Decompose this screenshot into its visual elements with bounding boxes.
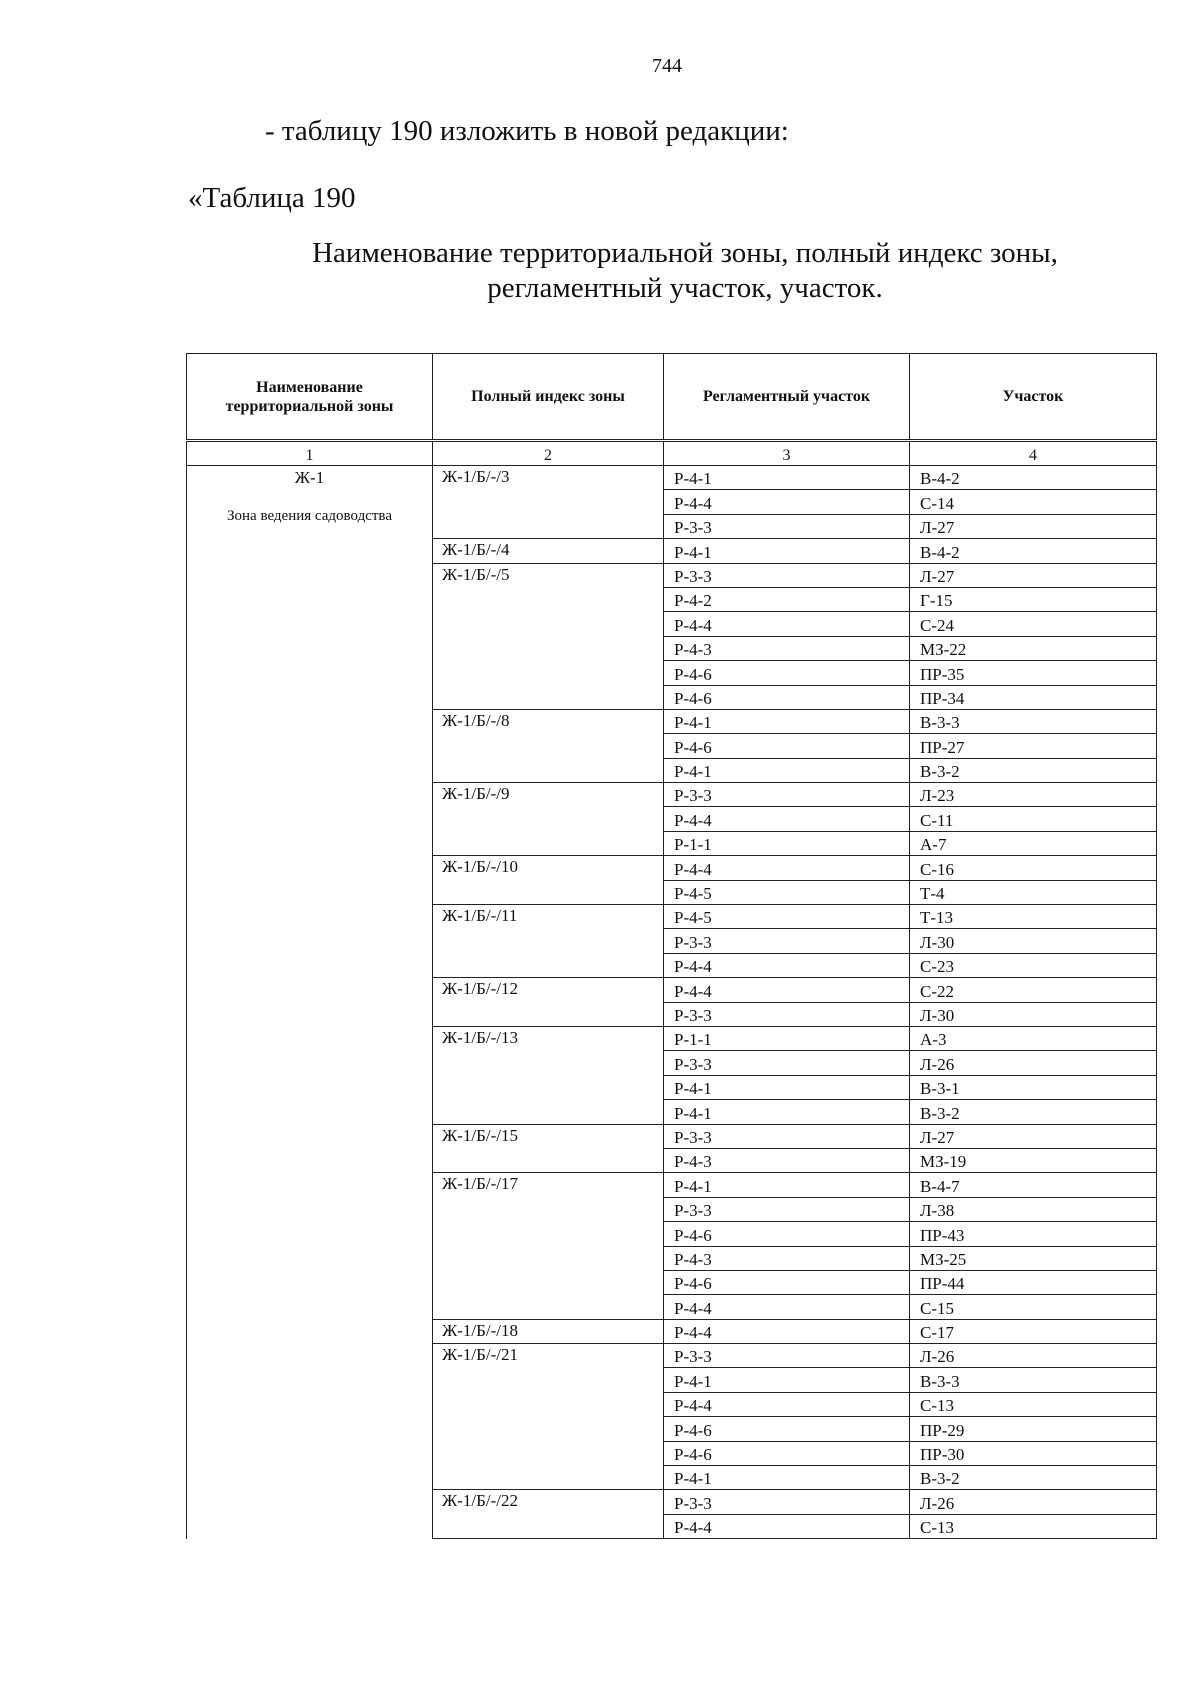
regulation-plot-cell: Р-3-3 — [664, 1124, 910, 1148]
page-number: 744 — [652, 55, 682, 77]
header-row — [187, 354, 1157, 441]
regulation-plot-cell: Р-4-6 — [664, 1270, 910, 1294]
zone-cell — [187, 466, 433, 1539]
header-zone-index: Полный индекс зоны — [433, 354, 664, 441]
zone-index-cell: Ж-1/Б/-/13 — [433, 1026, 664, 1124]
regulation-plot-cell: Р-4-3 — [664, 636, 910, 660]
plot-cell: С-14 — [910, 490, 1157, 514]
plot-cell: А-7 — [910, 831, 1157, 855]
regulation-plot-cell: Р-3-3 — [664, 1002, 910, 1026]
plot-cell: С-13 — [910, 1392, 1157, 1416]
zone-index-cell: Ж-1/Б/-/21 — [433, 1344, 664, 1490]
plot-cell: В-3-2 — [910, 758, 1157, 782]
plot-cell: МЗ-19 — [910, 1148, 1157, 1172]
zone-index-cell: Ж-1/Б/-/17 — [433, 1173, 664, 1319]
column-number: 1 — [187, 441, 433, 466]
plot-cell: С-16 — [910, 856, 1157, 880]
instruction-text: - таблицу 190 изложить в новой редакции: — [265, 115, 789, 147]
zone-index-cell: Ж-1/Б/-/22 — [433, 1490, 664, 1539]
zone-index-cell: Ж-1/Б/-/3 — [433, 466, 664, 539]
regulation-plot-cell: Р-1-1 — [664, 1026, 910, 1050]
plot-cell: ПР-43 — [910, 1222, 1157, 1246]
regulation-plot-cell: Р-3-3 — [664, 783, 910, 807]
regulation-plot-cell: Р-4-2 — [664, 587, 910, 611]
table-caption-line-1: Наименование территориальной зоны, полный индекс зоны, — [312, 237, 1058, 269]
plot-cell: В-4-7 — [910, 1173, 1157, 1197]
header-zone-name: Наименование территориальной зоны — [187, 354, 433, 441]
regulation-plot-cell: Р-4-4 — [664, 612, 910, 636]
plot-cell: Л-26 — [910, 1051, 1157, 1075]
plot-cell: Л-23 — [910, 783, 1157, 807]
plot-cell: ПР-35 — [910, 661, 1157, 685]
table-caption-line-2: регламентный участок, участок. — [487, 272, 883, 304]
plot-cell: Л-27 — [910, 1124, 1157, 1148]
regulation-plot-cell: Р-4-4 — [664, 978, 910, 1002]
regulation-plot-cell: Р-4-1 — [664, 1100, 910, 1124]
plot-cell: В-3-3 — [910, 1368, 1157, 1392]
regulation-plot-cell: Р-3-3 — [664, 563, 910, 587]
regulation-plot-cell: Р-3-3 — [664, 514, 910, 538]
zone-index-cell: Ж-1/Б/-/11 — [433, 905, 664, 978]
plot-cell: В-3-3 — [910, 709, 1157, 733]
plot-cell: С-17 — [910, 1319, 1157, 1343]
regulation-plot-cell: Р-4-4 — [664, 953, 910, 977]
plot-cell: В-4-2 — [910, 539, 1157, 563]
plot-cell: ПР-34 — [910, 685, 1157, 709]
table-row — [187, 466, 1157, 490]
zone-index-cell: Ж-1/Б/-/5 — [433, 563, 664, 709]
table-label: «Таблица 190 — [188, 182, 356, 214]
plot-cell: В-3-2 — [910, 1100, 1157, 1124]
table-body — [187, 466, 1157, 1539]
regulation-plot-cell: Р-4-6 — [664, 685, 910, 709]
regulation-plot-cell: Р-4-4 — [664, 1514, 910, 1538]
regulation-plot-cell: Р-4-4 — [664, 807, 910, 831]
regulation-plot-cell: Р-4-6 — [664, 1417, 910, 1441]
zone-name: Зона ведения садоводства — [227, 508, 392, 524]
header-regulation-plot: Регламентный участок — [664, 354, 910, 441]
plot-cell: А-3 — [910, 1026, 1157, 1050]
plot-cell: В-3-1 — [910, 1075, 1157, 1099]
regulation-plot-cell: Р-3-3 — [664, 929, 910, 953]
plot-cell: С-23 — [910, 953, 1157, 977]
regulation-plot-cell: Р-4-4 — [664, 490, 910, 514]
zone-index-cell: Ж-1/Б/-/18 — [433, 1319, 664, 1343]
plot-cell: С-13 — [910, 1514, 1157, 1538]
regulation-table — [186, 353, 1157, 1539]
regulation-plot-cell: Р-4-1 — [664, 466, 910, 490]
plot-cell: В-3-2 — [910, 1466, 1157, 1490]
zone-index-cell: Ж-1/Б/-/8 — [433, 709, 664, 782]
plot-cell: ПР-27 — [910, 734, 1157, 758]
plot-cell: Г-15 — [910, 587, 1157, 611]
zone-index-cell: Ж-1/Б/-/12 — [433, 978, 664, 1027]
regulation-plot-cell: Р-4-3 — [664, 1246, 910, 1270]
regulation-plot-cell: Р-4-4 — [664, 1295, 910, 1319]
plot-cell: Л-30 — [910, 929, 1157, 953]
zone-index-cell: Ж-1/Б/-/10 — [433, 856, 664, 905]
regulation-plot-cell: Р-4-5 — [664, 905, 910, 929]
regulation-plot-cell: Р-4-1 — [664, 1368, 910, 1392]
plot-cell: Л-27 — [910, 514, 1157, 538]
regulation-plot-cell: Р-4-1 — [664, 709, 910, 733]
regulation-plot-cell: Р-3-3 — [664, 1051, 910, 1075]
regulation-plot-cell: Р-4-5 — [664, 880, 910, 904]
plot-cell: Л-27 — [910, 563, 1157, 587]
regulation-plot-cell: Р-4-1 — [664, 758, 910, 782]
plot-cell: Л-26 — [910, 1344, 1157, 1368]
regulation-plot-cell: Р-4-4 — [664, 856, 910, 880]
plot-cell: С-15 — [910, 1295, 1157, 1319]
zone-index-cell: Ж-1/Б/-/4 — [433, 539, 664, 563]
column-number: 3 — [664, 441, 910, 466]
regulation-plot-cell: Р-4-6 — [664, 661, 910, 685]
zone-index-cell: Ж-1/Б/-/15 — [433, 1124, 664, 1173]
regulation-plot-cell: Р-4-1 — [664, 539, 910, 563]
regulation-plot-cell: Р-4-6 — [664, 734, 910, 758]
regulation-plot-cell: Р-4-3 — [664, 1148, 910, 1172]
plot-cell: Л-26 — [910, 1490, 1157, 1514]
plot-cell: МЗ-22 — [910, 636, 1157, 660]
plot-cell: Л-38 — [910, 1197, 1157, 1221]
plot-cell: С-22 — [910, 978, 1157, 1002]
plot-cell: Т-13 — [910, 905, 1157, 929]
plot-cell: С-24 — [910, 612, 1157, 636]
regulation-plot-cell: Р-1-1 — [664, 831, 910, 855]
plot-cell: Л-30 — [910, 1002, 1157, 1026]
regulation-plot-cell: Р-4-4 — [664, 1392, 910, 1416]
column-number-row — [187, 441, 1157, 466]
regulation-plot-cell: Р-4-1 — [664, 1173, 910, 1197]
plot-cell: ПР-30 — [910, 1441, 1157, 1465]
regulation-plot-cell: Р-4-4 — [664, 1319, 910, 1343]
zone-code: Ж-1 — [294, 468, 325, 487]
regulation-plot-cell: Р-4-1 — [664, 1466, 910, 1490]
plot-cell: ПР-29 — [910, 1417, 1157, 1441]
regulation-plot-cell: Р-4-6 — [664, 1222, 910, 1246]
regulation-plot-cell: Р-3-3 — [664, 1197, 910, 1221]
regulation-plot-cell: Р-3-3 — [664, 1490, 910, 1514]
zone-index-cell: Ж-1/Б/-/9 — [433, 783, 664, 856]
plot-cell: Т-4 — [910, 880, 1157, 904]
regulation-plot-cell: Р-4-6 — [664, 1441, 910, 1465]
plot-cell: МЗ-25 — [910, 1246, 1157, 1270]
column-number: 4 — [910, 441, 1157, 466]
header-plot: Участок — [910, 354, 1157, 441]
plot-cell: ПР-44 — [910, 1270, 1157, 1294]
plot-cell: В-4-2 — [910, 466, 1157, 490]
plot-cell: С-11 — [910, 807, 1157, 831]
regulation-plot-cell: Р-4-1 — [664, 1075, 910, 1099]
column-number: 2 — [433, 441, 664, 466]
regulation-plot-cell: Р-3-3 — [664, 1344, 910, 1368]
